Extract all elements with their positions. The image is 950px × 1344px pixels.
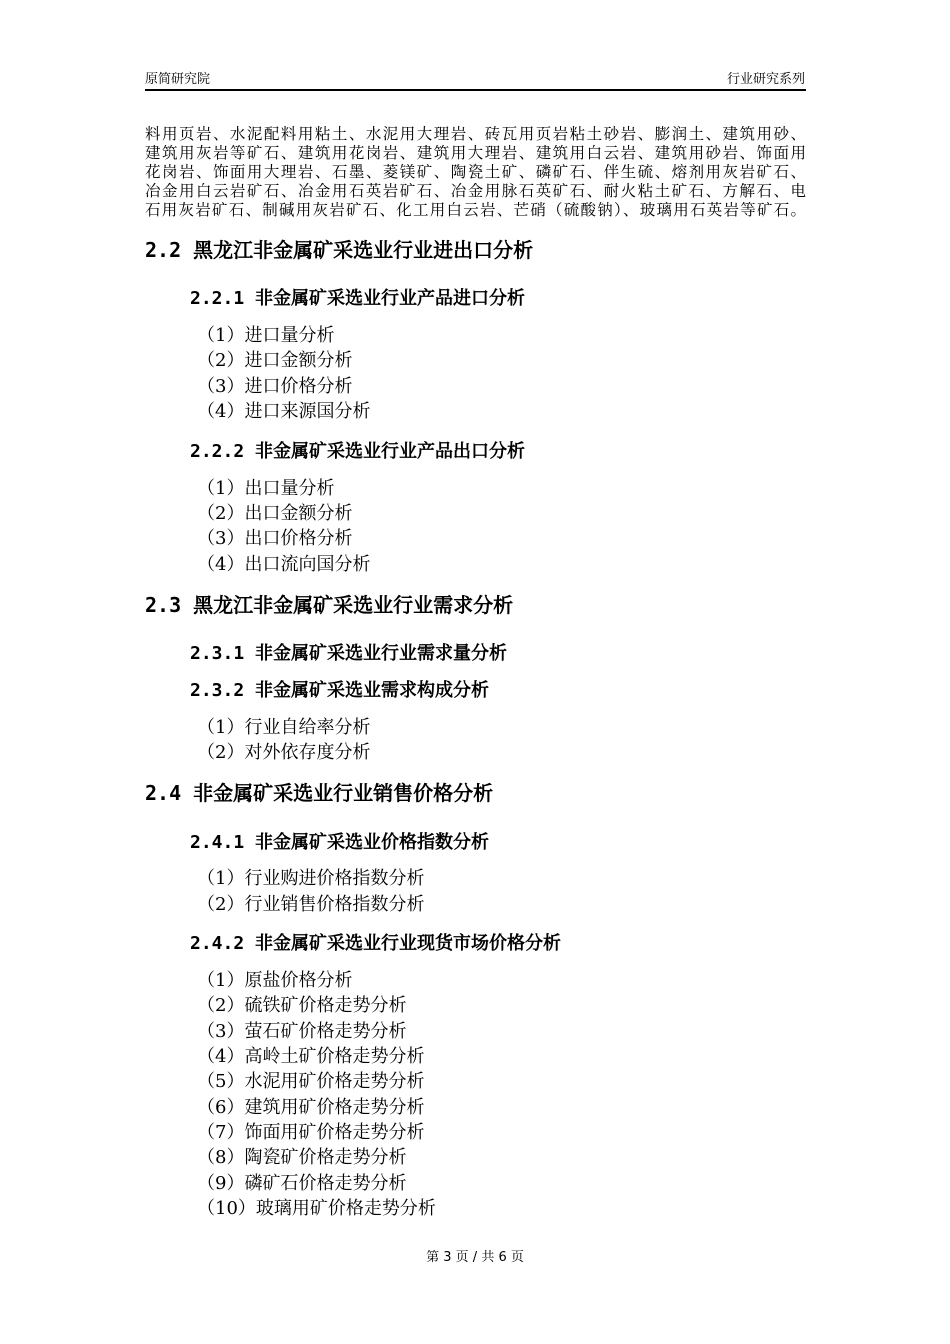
outline-item: （1）行业自给率分析 — [197, 717, 371, 738]
outline-item: （3）萤石矿价格走势分析 — [197, 1021, 407, 1042]
header-org-name: 原简研究院 — [145, 72, 211, 87]
section-heading: 2.4 非金属矿采选业行业销售价格分析 — [145, 781, 494, 805]
subsection-heading: 2.3.1 非金属矿采选业行业需求量分析 — [190, 643, 508, 664]
outline-item: （8）陶瓷矿价格走势分析 — [197, 1147, 407, 1168]
outline-item: （1）出口量分析 — [197, 478, 335, 499]
paragraph-line: 花岗岩、饰面用大理岩、石墨、菱镁矿、陶瓷土矿、磷矿石、伴生硫、熔剂用灰岩矿石、 — [145, 163, 806, 181]
subsection-heading: 2.2.2 非金属矿采选业行业产品出口分析 — [190, 441, 526, 462]
paragraph-line: 料用页岩、水泥配料用粘土、水泥用大理岩、砖瓦用页岩粘土砂岩、膨润土、建筑用砂、 — [145, 125, 806, 143]
outline-item: （1）原盐价格分析 — [197, 970, 353, 991]
outline-item: （2）行业销售价格指数分析 — [197, 894, 425, 915]
outline-item: （4）出口流向国分析 — [197, 554, 371, 575]
outline-item: （9）磷矿石价格走势分析 — [197, 1173, 407, 1194]
outline-item: （3）进口价格分析 — [197, 376, 353, 397]
outline-item: （7）饰面用矿价格走势分析 — [197, 1122, 425, 1143]
outline-item: （1）进口量分析 — [197, 325, 335, 346]
header-series-name: 行业研究系列 — [726, 72, 805, 87]
outline-item: （3）出口价格分析 — [197, 528, 353, 549]
header-divider — [145, 89, 806, 91]
subsection-heading: 2.2.1 非金属矿采选业行业产品进口分析 — [190, 288, 526, 309]
outline-item: （2）对外依存度分析 — [197, 742, 371, 763]
page-number: 第 3 页 / 共 6 页 — [426, 1250, 524, 1265]
outline-item: （2）硫铁矿价格走势分析 — [197, 995, 407, 1016]
outline-item: （4）进口来源国分析 — [197, 401, 371, 422]
section-heading: 2.2 黑龙江非金属矿采选业行业进出口分析 — [145, 238, 534, 262]
outline-item: （1）行业购进价格指数分析 — [197, 868, 425, 889]
outline-item: （2）进口金额分析 — [197, 350, 353, 371]
paragraph-line: 石用灰岩矿石、制碱用灰岩矿石、化工用白云岩、芒硝（硫酸钠）、玻璃用石英岩等矿石。 — [145, 201, 806, 219]
outline-item: （5）水泥用矿价格走势分析 — [197, 1071, 425, 1092]
subsection-heading: 2.3.2 非金属矿采选业需求构成分析 — [190, 680, 490, 701]
outline-item: （6）建筑用矿价格走势分析 — [197, 1097, 425, 1118]
outline-item: （2）出口金额分析 — [197, 503, 353, 524]
paragraph-line: 建筑用灰岩等矿石、建筑用花岗岩、建筑用大理岩、建筑用白云岩、建筑用砂岩、饰面用 — [145, 144, 806, 162]
subsection-heading: 2.4.2 非金属矿采选业行业现货市场价格分析 — [190, 933, 562, 954]
subsection-heading: 2.4.1 非金属矿采选业价格指数分析 — [190, 832, 490, 853]
outline-item: （4）高岭土矿价格走势分析 — [197, 1046, 425, 1067]
paragraph-line: 冶金用白云岩矿石、冶金用石英岩矿石、冶金用脉石英矿石、耐火粘土矿石、方解石、电 — [145, 182, 806, 200]
section-heading: 2.3 黑龙江非金属矿采选业行业需求分析 — [145, 593, 514, 617]
outline-item: （10）玻璃用矿价格走势分析 — [197, 1198, 436, 1219]
